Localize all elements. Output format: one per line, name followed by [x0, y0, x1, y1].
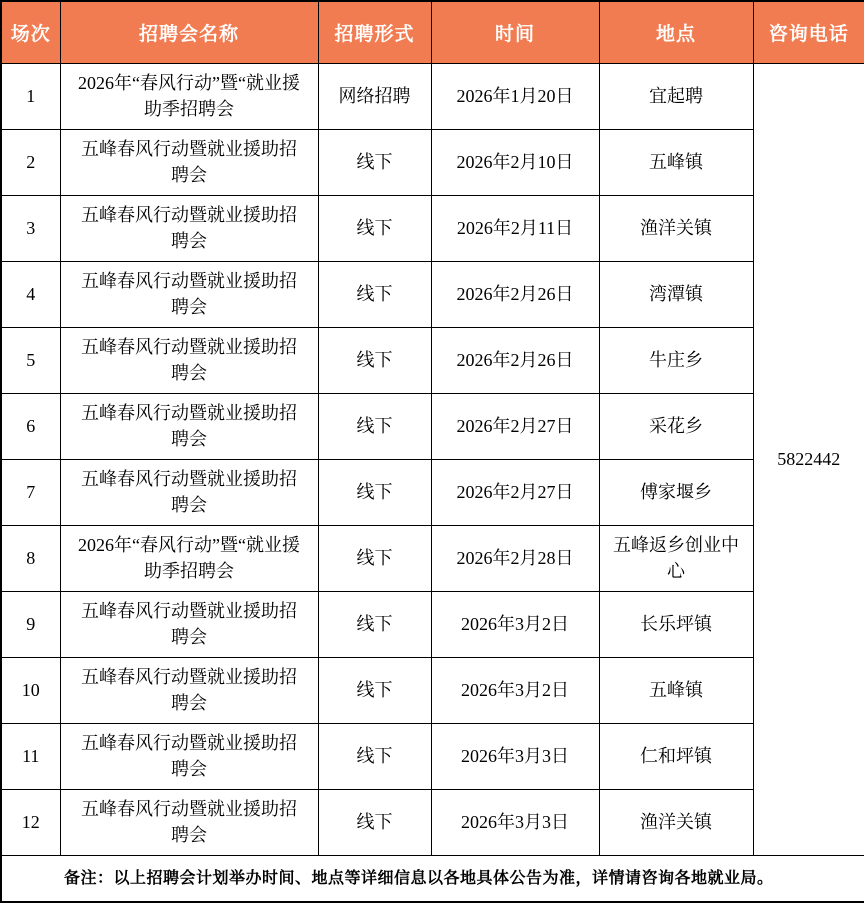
col-header-name: 招聘会名称	[60, 1, 318, 63]
cell-location: 渔洋关镇	[599, 195, 753, 261]
cell-location: 渔洋关镇	[599, 789, 753, 855]
table-row	[1, 459, 864, 525]
cell-date: 2026年3月2日	[431, 591, 599, 657]
cell-name: 五峰春风行动暨就业援助招聘会	[60, 657, 318, 723]
cell-date: 2026年2月28日	[431, 525, 599, 591]
cell-form: 线下	[318, 129, 431, 195]
col-header-location: 地点	[599, 1, 753, 63]
col-header-session: 场次	[1, 1, 60, 63]
cell-location: 傅家堰乡	[599, 459, 753, 525]
cell-session: 5	[1, 327, 60, 393]
cell-session: 9	[1, 591, 60, 657]
cell-form: 网络招聘	[318, 63, 431, 129]
table-row	[1, 195, 864, 261]
cell-form: 线下	[318, 195, 431, 261]
cell-name: 五峰春风行动暨就业援助招聘会	[60, 723, 318, 789]
cell-location: 长乐坪镇	[599, 591, 753, 657]
table-row	[1, 525, 864, 591]
cell-date: 2026年2月27日	[431, 459, 599, 525]
cell-form: 线下	[318, 327, 431, 393]
cell-name: 五峰春风行动暨就业援助招聘会	[60, 261, 318, 327]
cell-date: 2026年2月26日	[431, 261, 599, 327]
cell-session: 3	[1, 195, 60, 261]
cell-form: 线下	[318, 525, 431, 591]
table-row	[1, 393, 864, 459]
cell-name: 五峰春风行动暨就业援助招聘会	[60, 129, 318, 195]
cell-date: 2026年3月3日	[431, 723, 599, 789]
cell-form: 线下	[318, 261, 431, 327]
cell-form: 线下	[318, 393, 431, 459]
footer-row	[1, 855, 864, 902]
cell-name: 五峰春风行动暨就业援助招聘会	[60, 393, 318, 459]
cell-session: 11	[1, 723, 60, 789]
cell-session: 2	[1, 129, 60, 195]
col-header-form: 招聘形式	[318, 1, 431, 63]
cell-location: 采花乡	[599, 393, 753, 459]
cell-date: 2026年1月20日	[431, 63, 599, 129]
cell-location: 仁和坪镇	[599, 723, 753, 789]
cell-session: 10	[1, 657, 60, 723]
cell-location: 宜起聘	[599, 63, 753, 129]
cell-session: 6	[1, 393, 60, 459]
cell-date: 2026年2月27日	[431, 393, 599, 459]
table-row	[1, 327, 864, 393]
cell-name: 2026年“春风行动”暨“就业援助季招聘会	[60, 525, 318, 591]
footer-note: 备注：以上招聘会计划举办时间、地点等详细信息以各地具体公告为准，详情请咨询各地就业局。	[1, 855, 864, 902]
cell-form: 线下	[318, 459, 431, 525]
col-header-phone: 咨询电话	[753, 1, 864, 63]
cell-session: 7	[1, 459, 60, 525]
table-row	[1, 723, 864, 789]
cell-date: 2026年2月11日	[431, 195, 599, 261]
cell-form: 线下	[318, 789, 431, 855]
table-row	[1, 63, 864, 129]
cell-session: 12	[1, 789, 60, 855]
cell-date: 2026年3月3日	[431, 789, 599, 855]
cell-name: 五峰春风行动暨就业援助招聘会	[60, 327, 318, 393]
cell-phone-merged: 5822442	[753, 63, 864, 855]
cell-date: 2026年2月26日	[431, 327, 599, 393]
cell-session: 1	[1, 63, 60, 129]
cell-form: 线下	[318, 723, 431, 789]
col-header-date: 时间	[431, 1, 599, 63]
cell-location: 五峰镇	[599, 657, 753, 723]
cell-form: 线下	[318, 657, 431, 723]
cell-session: 8	[1, 525, 60, 591]
cell-date: 2026年2月10日	[431, 129, 599, 195]
table-row	[1, 261, 864, 327]
cell-form: 线下	[318, 591, 431, 657]
cell-date: 2026年3月2日	[431, 657, 599, 723]
cell-location: 五峰返乡创业中心	[599, 525, 753, 591]
cell-name: 2026年“春风行动”暨“就业援助季招聘会	[60, 63, 318, 129]
cell-location: 湾潭镇	[599, 261, 753, 327]
cell-name: 五峰春风行动暨就业援助招聘会	[60, 195, 318, 261]
cell-location: 牛庄乡	[599, 327, 753, 393]
table-row	[1, 657, 864, 723]
cell-name: 五峰春风行动暨就业援助招聘会	[60, 591, 318, 657]
cell-name: 五峰春风行动暨就业援助招聘会	[60, 789, 318, 855]
table-row	[1, 789, 864, 855]
table-row	[1, 591, 864, 657]
header-row	[1, 1, 864, 63]
table-body	[1, 63, 864, 855]
cell-session: 4	[1, 261, 60, 327]
table-row	[1, 129, 864, 195]
cell-location: 五峰镇	[599, 129, 753, 195]
cell-name: 五峰春风行动暨就业援助招聘会	[60, 459, 318, 525]
